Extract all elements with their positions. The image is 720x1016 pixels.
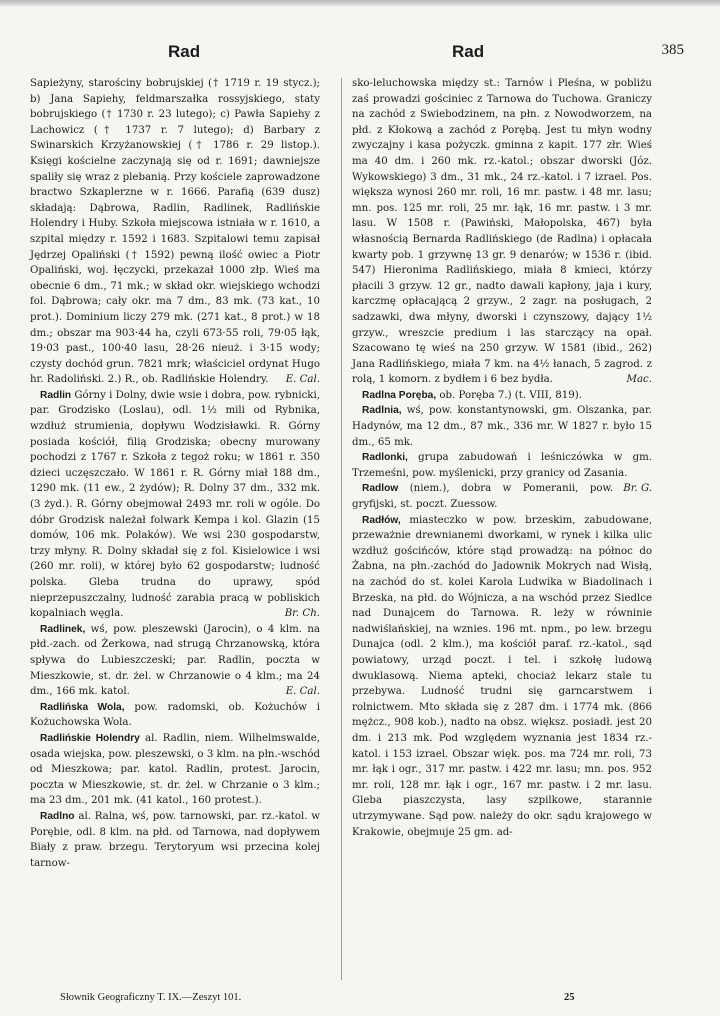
- page-footer: [60, 992, 660, 1008]
- entry-radlnia: Radlnia, wś, pow. konstantynowski, gm. Olszanka, par. Hadynów, ma 12 dm., 87 mk., 336 mr. W 1827 r. było 15 dm., 65 mk.: [352, 405, 652, 448]
- page-number: 385: [661, 42, 684, 58]
- entry-title: Radlińskie Holendry: [40, 732, 140, 744]
- entry-title: Radlinek,: [40, 623, 86, 635]
- entry-title: Radlnia,: [362, 405, 402, 417]
- footer-signature-mark: 25: [564, 992, 575, 1003]
- entry-title: Radłów,: [362, 514, 401, 526]
- entry-radlonki: Radlonki, grupa zabudowań i leśniczówka w gm. Trzemeśni, pow. myślenicki, przy granicy od Zasania. Br. G.: [352, 450, 652, 481]
- entry-radlin-gorny-dolny: Radlin Górny i Dolny, dwie wsie i dobra, pow. rybnicki, par. Grodzisko (Loslau), odl. 1½ mili od Rybnika, wzdłuż strumienia, dopływu Wodzisławki. R. Górny posiada kościół, filią Grodziska; obecny murowany pochodzi z 1767 r. Szkoła z tegoż roku; w 1861 r. 350 dzieci uczęszczało. W 1861 r. R. Górny miał 188 dm., 1290 mk. (11 ew., 2 żydów); R. Dolny 37 dm., 332 mk. (3 żyd.). R. Górny obejmował 2493 mr. roli w ogóle. Do dóbr Grodzisk należał folwark Kempa i kol. Glazin (15 domów, 106 mk. Polaków). We wsi 230 gospodarstw, trzy młyny. R. Dolny składał się z fol. Kisielowice i wsi (260 mr. roli), w której było 62 gospodarstw; ludność polska. Gleba trudna do uprawy, spód nieprzepuszczalny, ludność zarabia pracą w pobliskich kopalniach węgla. Br. Ch.: [30, 388, 320, 622]
- entry-title: Radlin: [40, 389, 72, 401]
- author-signature: Mac.: [626, 374, 652, 386]
- right-column: [352, 76, 652, 840]
- entry-radlinska-wola: Radlińska Wola, pow. radomski, ob. Kożuchów i Kożuchowska Wola.: [30, 701, 320, 729]
- author-signature: Br. Ch.: [284, 608, 320, 620]
- entry-radlna-poreba: Radlna Poręba, ob. Poręba 7.) (t. VIII, 819).: [362, 389, 582, 401]
- author-signature: E. Cal.: [285, 374, 320, 386]
- entry-radlno-continued: sko-leluchowska między st.: Tarnów i Pleśna, w pobliżu zaś prowadzi gościniec z Tarnowa do Tuchowa. Graniczy na zachód z Swiebodzinem, na płn. z Nowodworzem, na płd. z Kłokową a zachód z Porębą. Jest tu młyn wodny zwyczajny i kasa pożyczk. gminna z kapit. 177 złr. Wieś ma 40 dm. i 260 mk. rz.-katol.; obszar dworski (Józ. Wykowskiego) 3 dm., 31 mk., 24 rz.-katol. i 7 izrael. Pos. większa wynosi 260 mr. roli, 16 mr. pastw. i 48 mr. lasu; mn. pos. 125 mr. roli, 25 mr. łąk, 16 mr. pastw. i 3 mr. lasu. W 1508 r. (Pawiński, Małopolska, 467) była własnością Bernarda Radlińskiego (de Radlna) i opłacała kwarty pob. 1 grzywnę 13 gr. 9 denarów; w 1536 r. (ibid. 547) Hieronima Radlińskiego, miała 8 kmieci, którzy płacili 3 grzyw. 12 gr., nadto dawali kapłony, jaja i kury, karczmę opłacającą 2 grzyw., 2 zagr. na posługach, 2 sadzawki, dwa młyny, dworski i czynszowy, dający 1½ grzyw., wreszcie predium i las starczący na opał. Szacowano tę wieś na 250 grzyw. W 1581 (ibid., 262) Jana Radlińskiego, miała 7 km. na 4½ łanach, 5 zagrod. z rolą, 1 komorn. z bydłem i 6 bez bydła. Mac.: [352, 76, 652, 388]
- scan-edge: [0, 0, 720, 6]
- left-column: [30, 76, 320, 871]
- running-head-left: Rad: [168, 42, 201, 61]
- entry-title: Radlińska Wola,: [40, 701, 125, 713]
- author-signature: Br. G.: [623, 483, 652, 495]
- page-header: [28, 42, 688, 66]
- entry-title: Radlonki,: [362, 452, 408, 464]
- entry-title: Radlna Poręba,: [362, 389, 437, 401]
- entry-title: Radlno: [40, 810, 75, 822]
- running-head-right: Rad: [452, 42, 485, 61]
- entry-radlno: Radlno al. Ralna, wś, pow. tarnowski, par. rz.-katol. w Porębie, odl. 8 klm. na płd. od Tarnowa, nad dopływem Biały z praw. brzegu. Terytoryum wsi przecina kolej tarnow-: [30, 810, 320, 869]
- entry-title: Radlow: [362, 483, 399, 495]
- entry-radlinek: Radlinek, wś, pow. pleszewski (Jarocin), o 4 klm. na płd.-zach. od Żerkowa, nad strugą Chrzanowską, która spływa do Lubieszczeski; par. Radlin, poczta w Mieszkowie, st. dr. żel. w Chrzanowie o 4 klm.; ma 24 dm., 166 mk. katol. E. Cal.: [30, 622, 320, 700]
- entry-radlin-1-text: Sapieżyny, starościny bobrujskiej († 1719 r. 19 stycz.); b) Jana Sapiehy, feldmarszałka rossyjskiego, staty bobrujskiego († 1730 r. 23 lutego); c) Pawła Sapiehy z Lachowicz († 1737 r. 7 lutego); d) Barbary z Swinarskich Krzyżanowskiej († 1786 r. 29 listop.). Księgi kościelne zaczynają się od r. 1691; dawniejsze spaliły się wraz z plebanią. Przy kościele zaprowadzone bractwo Szkaplerzne w r. 1666. Parafią (639 dusz) składają: Dąbrowa, Radlin, Radlinek, Radlińskie Holendry i Huby. Szkoła miejscowa istniała w r. 1610, a szpital między r. 1592 i 1683. Szpitalowi temu zapisał Jędrzej Opaliński († 1592) pewną ilość owiec a Piotr Opaliński, woj. łęczycki, przekazał 1000 złp. Wieś ma obecnie 6 dm., 71 mk.; w skład okr. wiejskiego wchodzi fol. Dąbrowa; cały okr. ma 7 dm., 83 mk. (73 kat., 10 prot.). Dominium liczy 279 mk. (271 kat., 8 prot.) w 18 dm.; obszar ma 903·44 ha, czyli 673·55 roli, 79·05 łąk, 19·03 past., 100·40 lasu, 28·26 nieuż. i 3·15 wody; czysty dochód grun. 7821 mrk; właściciel ordynat Hugo hr. Radoliński. 2.) R., ob. Radlińskie Holendry. E. Cal.: [30, 76, 320, 388]
- column-divider: [341, 78, 342, 980]
- footer-publication: Słownik Geograficzny T. IX.—Zeszyt 101.: [60, 992, 242, 1003]
- author-signature: E. Cal.: [285, 686, 320, 698]
- entry-radlow: Radłów, miasteczko w pow. brzeskim, zabudowane, przeważnie drewnianemi dworkami, w rynek i kilka ulic wzdłuż gościńców, które stąd prowadzą: na północ do Żabna, na płn.-zachód do Jadownik Mokrych nad Wisłą, na zachód do st. kolei Karola Ludwika w Biadolinach i Brzeska, na płd. do Wójnicza, a na wschód przez Siedlce nad Dunajcem do Tarnowa. R. leży w równinie nadwiślańskiej, na wznies. 196 mt. npm., po lew. brzegu Dunajca (odl. 2 klm.), ma kościół paraf. rz.-katol., sąd powiatowy, urząd poczt. i tel. i szkołę ludową dwuklasową. Niema apteki, chociaż lekarz stale tu przebywa. Ludność trudni się garncarstwem i rolnictwem. Mto składa się z 287 dm. i 1774 mk. (866 mężcz., 908 kob.), nadto na obsz. większ. posiadł. jest 20 dm. i 213 mk. Pod względem wyznania jest 1834 rz.-katol. i 153 izrael. Obszar więk. pos. ma 724 mr. roli, 73 mr. łąk i ogr., 317 mr. pastw. i 422 mr. lasu; mn. pos. 952 mr. roli, 128 mr. łąk i ogr., 167 mr. pastw. i 2 mr. lasu. Gleba piaszczysta, lasy szpilkowe, starannie utrzymywane. Sąd pow. należy do okr. sądu krajowego w Krakowie, obejmuje 25 gm. ad-: [352, 514, 652, 838]
- entry-radlow-pomerania: Radlow (niem.), dobra w Pomeranii, pow. gryfijski, st. poczt. Zuessow.: [352, 483, 614, 511]
- entry-radlinskie-holendry: Radlińskie Holendry al. Radlin, niem. Wilhelmswalde, osada wiejska, pow. pleszewski, o 3 klm. na płn.-wschód od Mieszkowa; par. katol. Radlin, protest. Jarocin, poczta w Mieszkowie, st. dr. żel. w Chrzanie o 3 klm.; ma 23 dm., 201 mk. (41 katol., 160 protest.).: [30, 732, 320, 807]
